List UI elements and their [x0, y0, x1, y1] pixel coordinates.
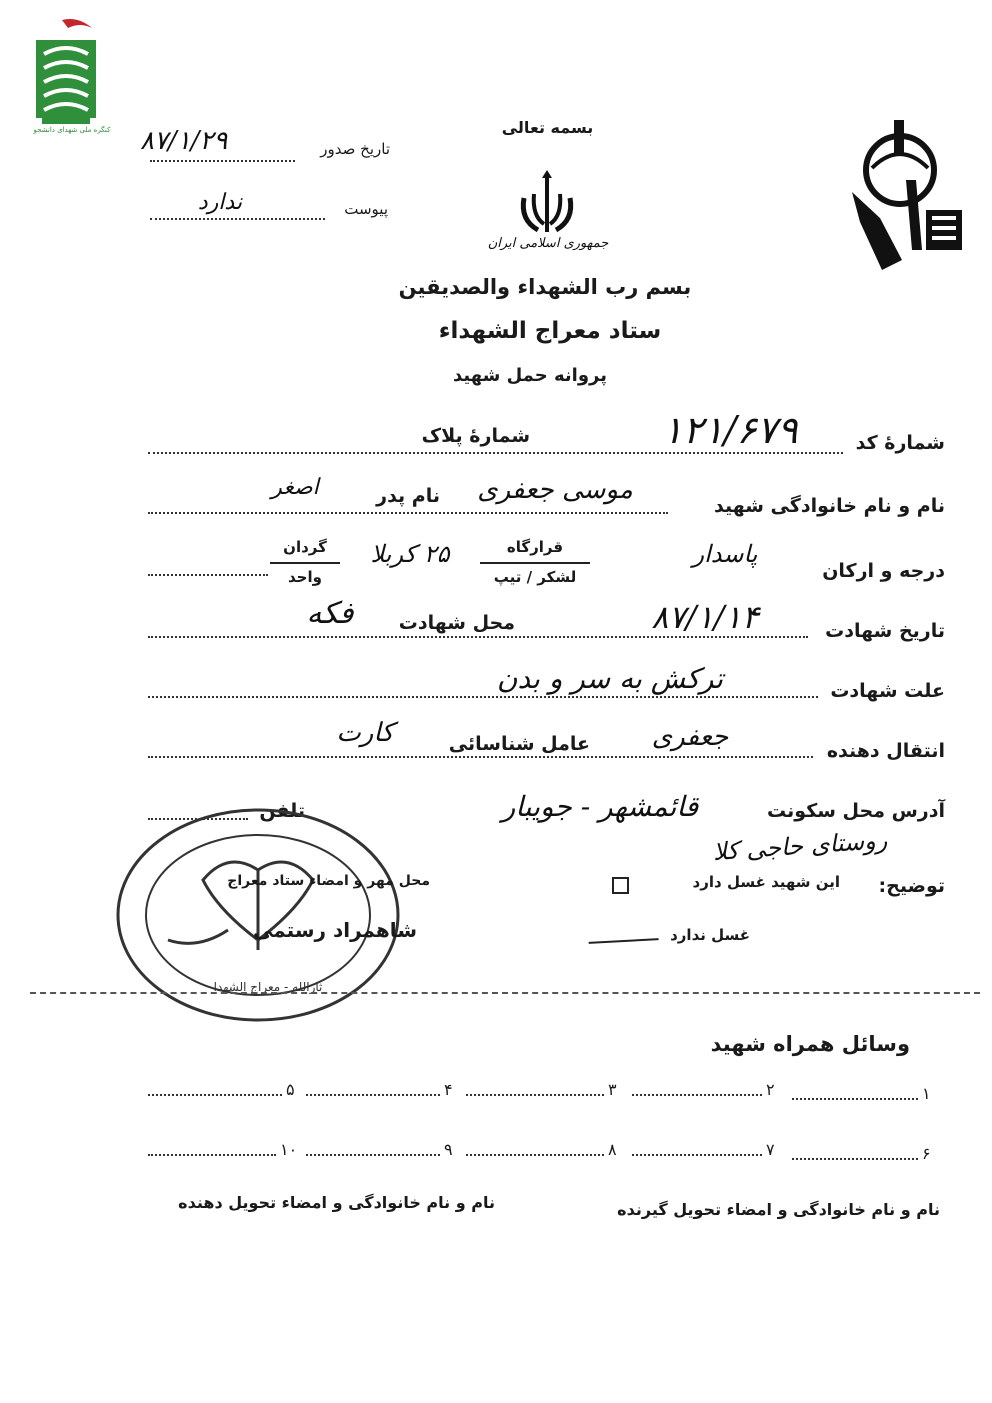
tag-label: شمارهٔ پلاک — [421, 425, 530, 447]
division-value: ۲۵ کربلا — [370, 540, 450, 568]
belongings-line-4[interactable] — [306, 1094, 440, 1096]
office-name: ستاد معراج الشهداء — [438, 318, 662, 344]
father-value: اصغر — [271, 475, 319, 500]
transferer-label: انتقال دهنده — [826, 740, 945, 762]
code-value: ۱۲۱/۶۷۹ — [662, 408, 798, 452]
belongings-line-1[interactable] — [792, 1098, 918, 1100]
belongings-line-2[interactable] — [632, 1094, 762, 1096]
phone-label: تلفن — [259, 800, 305, 822]
battalion-label: گردان — [283, 538, 327, 556]
belongings-number-6: ۶ — [922, 1144, 931, 1163]
belongings-title: وسائل همراه شهید — [710, 1032, 910, 1056]
invocation: بسم رب الشهداء والصدیقین — [398, 275, 692, 299]
not-washed-mark[interactable] — [587, 914, 658, 944]
rank-label: درجه و ارکان — [822, 560, 945, 582]
section-divider — [30, 992, 980, 994]
attachment-dots — [150, 218, 325, 220]
attachment-label: پیوست — [344, 200, 388, 218]
giver-signature-label: نام و نام خانوادگی و امضاء تحویل دهنده — [178, 1193, 495, 1212]
form-title: پروانه حمل شهید — [453, 365, 607, 386]
belongings-line-8[interactable] — [466, 1154, 604, 1156]
address-value-2: روستای حاجی کلا — [711, 825, 889, 867]
hq-label: قرارگاه — [506, 538, 564, 556]
belongings-line-7[interactable] — [632, 1154, 762, 1156]
rank-value: پاسدار — [692, 540, 758, 568]
code-label: شمارهٔ کد — [855, 432, 945, 454]
belongings-line-3[interactable] — [466, 1094, 604, 1096]
belongings-line-5[interactable] — [148, 1094, 282, 1096]
iran-emblem-icon — [512, 168, 582, 238]
identifier-label: عامل شناسائی — [448, 733, 590, 755]
address-value: قائمشهر - جویبار — [501, 790, 699, 823]
washed-checkbox[interactable] — [612, 877, 629, 894]
cause-dots — [148, 696, 818, 698]
address-label: آدرس محل سکونت — [767, 800, 945, 822]
bismillah: بسمه تعالی — [501, 118, 594, 137]
stamp-text: ثارالله - معراج الشهدا — [213, 980, 323, 994]
belongings-line-9[interactable] — [306, 1154, 440, 1156]
name-label: نام و نام خانوادگی شهید — [713, 495, 945, 517]
battalion-divider — [270, 562, 340, 564]
signer-name: شاهمراد رستمی — [253, 918, 417, 942]
issue-date-value: ۸۷/۱/۲۹ — [140, 126, 228, 156]
belongings-number-10: ۱۰ — [280, 1140, 298, 1159]
transferer-dots — [148, 756, 813, 758]
note-label: توضیح: — [878, 875, 945, 897]
rank-dots — [148, 574, 268, 576]
issue-date-dots — [150, 160, 295, 162]
belongings-number-8: ۸ — [608, 1140, 617, 1159]
death-place-value: فکه — [306, 596, 354, 631]
country-name: جمهوری اسلامی ایران — [487, 236, 609, 251]
division-label: لشکر / تیپ — [493, 568, 577, 586]
corner-logo-caption: کنگره ملی شهدای دانشجو — [33, 126, 111, 134]
father-label: نام پدر — [376, 485, 440, 507]
unit-label: واحد — [288, 568, 322, 586]
issue-date-label: تاریخ صدور — [320, 140, 390, 158]
corner-logo — [22, 14, 112, 139]
irgc-emblem-icon — [842, 110, 967, 285]
cause-label: علت شهادت — [830, 680, 945, 702]
name-value: موسی جعفری — [477, 475, 633, 505]
belongings-number-5: ۵ — [286, 1080, 295, 1099]
receiver-signature-label: نام و نام خانوادگی و امضاء تحویل گیرنده — [617, 1200, 940, 1219]
belongings-number-4: ۴ — [444, 1080, 453, 1099]
name-dots — [148, 512, 668, 514]
death-date-value: ۸۷/۱/۱۴ — [651, 598, 759, 636]
belongings-number-7: ۷ — [766, 1140, 775, 1159]
belongings-number-1: ۱ — [922, 1084, 931, 1103]
code-dots — [148, 452, 843, 454]
transferer-value: جعفری — [651, 722, 729, 752]
belongings-number-9: ۹ — [444, 1140, 453, 1159]
attachment-value: ندارد — [197, 190, 243, 215]
not-washed-option: غسل ندارد — [670, 926, 750, 944]
hq-divider — [480, 562, 590, 564]
death-date-label: تاریخ شهادت — [825, 620, 945, 642]
identifier-value: کارت — [336, 718, 394, 748]
washed-option: این شهید غسل دارد — [692, 873, 840, 891]
belongings-line-6[interactable] — [792, 1158, 918, 1160]
belongings-line-10[interactable] — [148, 1154, 276, 1156]
cause-value: ترکش به سر و بدن — [496, 662, 724, 695]
belongings-number-3: ۳ — [608, 1080, 617, 1099]
belongings-number-2: ۲ — [766, 1080, 775, 1099]
stamp-label: محل مهر و امضاء ستاد معراج — [227, 873, 430, 889]
death-date-dots — [148, 636, 808, 638]
death-place-label: محل شهادت — [398, 612, 515, 634]
official-stamp — [108, 800, 408, 1030]
